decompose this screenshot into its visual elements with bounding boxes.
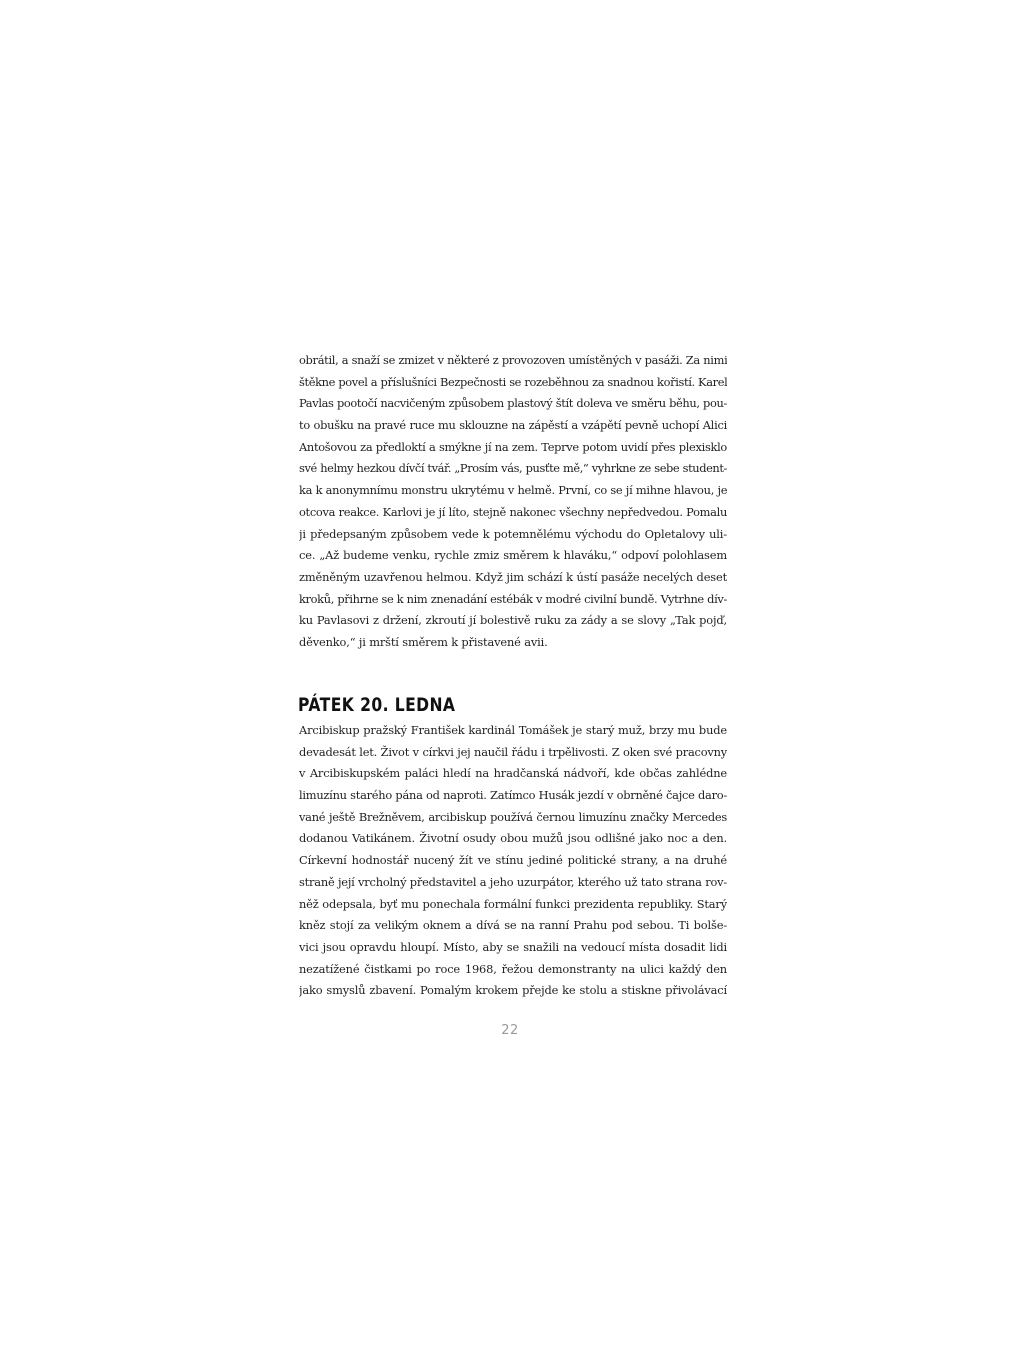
text-line: vané ještě Brežněvem, arcibiskup používá černou limuzínu značky Mercedes <box>299 809 727 824</box>
paragraph-2 <box>299 720 727 1002</box>
text-line: limuzínu starého pána od naproti. Zatímco Husák jezdí v obrněné čajce darо- <box>299 788 727 803</box>
text-line: to obušku na pravé ruce mu sklouzne na zápěstí a vzápětí pevně uchopí Alici <box>299 418 727 433</box>
page-number: 22 <box>501 1023 519 1038</box>
text-line: ku Pavlasovi z držení, zkroutí jí bolestivě ruku za zády a se slovy „Tak pojď, <box>299 613 727 628</box>
text-line: změněným uzavřenou helmou. Když jim schází k ústí pasáže necelých deset <box>299 569 727 584</box>
text-line: nezatížené čistkami po roce 1968, řežou demonstranty na ulici každý den <box>299 961 727 976</box>
text-line: štěkne povel a příslušníci Bezpečnosti se rozeběhnou za snadnou kořistí. Karel <box>299 374 727 389</box>
text-line: něž odepsala, byť mu ponechala formální funkci prezidenta republiky. Starý <box>299 896 727 911</box>
text-line: jako smyslů zbavení. Pomalým krokem přejde ke stolu a stiskne přivolávací <box>299 983 727 998</box>
text-line: ji předepsaným způsobem vede k potemnělému východu do Opletalovy uli- <box>299 526 727 541</box>
text-line: vici jsou opravdu hloupí. Místo, aby se snažili na vedoucí místa dosadit lidi <box>299 939 727 954</box>
section-heading: PÁTEK 20. LEDNA <box>298 694 456 716</box>
text-line: kroků, přihrne se k nim znenadání estébák v modré civilní bundě. Vytrhne dív- <box>299 591 727 606</box>
text-line: Arcibiskup pražský František kardinál Tomášek je starý muž, brzy mu bude <box>299 723 727 737</box>
text-line: v Arcibiskupském paláci hledí na hradčanská nádvoří, kde občas zahlédne <box>299 766 727 781</box>
text-line: své helmy hezkou dívčí tvář. „Prosím vás, pusťte mě,“ vyhrkne ze sebe student- <box>299 461 727 476</box>
text-line: devadesát let. Život v církvi jej naučil řádu i trpělivosti. Z oken své pracovny <box>299 744 727 759</box>
text-line: ka k anonymnímu monstru ukrytému v helmě. První, co se jí mihne hlavou, je <box>299 483 727 498</box>
text-line: Církevní hodnostář nucený žít ve stínu jediné politické strany, a na druhé <box>299 853 727 868</box>
text-line: Antošovou za předloktí a smýkne jí na zem. Teprve potom uvidí přes plexisklo <box>299 439 727 454</box>
text-line: Pavlas pootočí nacvičeným způsobem plastový štít doleva ve směru běhu, pou- <box>299 396 727 411</box>
text-line: ce. „Až budeme venku, rychle zmiz směrem k hlaváku,“ odpoví polohlasem <box>299 548 727 563</box>
text-line: obrátil, a snaží se zmizet v některé z provozoven umístěných v pasáži. Za nimi <box>299 353 727 367</box>
text-line: straně její vrcholný představitel a jeho uzurpátor, kterého už tato strana rov- <box>299 874 727 889</box>
text-line: dodanou Vatikánem. Životní osudy obou mužů jsou odlišné jako noc a den. <box>299 831 727 846</box>
text-line: otcova reakce. Karlovi je jí líto, stejně nakonec všechny nepředvedou. Pomalu <box>299 504 727 519</box>
text-line: kněz stojí za velikým oknem a dívá se na ranní Prahu pod sebou. Ti bolše- <box>299 918 727 933</box>
text-line: děvenko,“ ji mrští směrem k přistavené avii. <box>299 634 548 649</box>
paragraph-1 <box>299 350 727 654</box>
